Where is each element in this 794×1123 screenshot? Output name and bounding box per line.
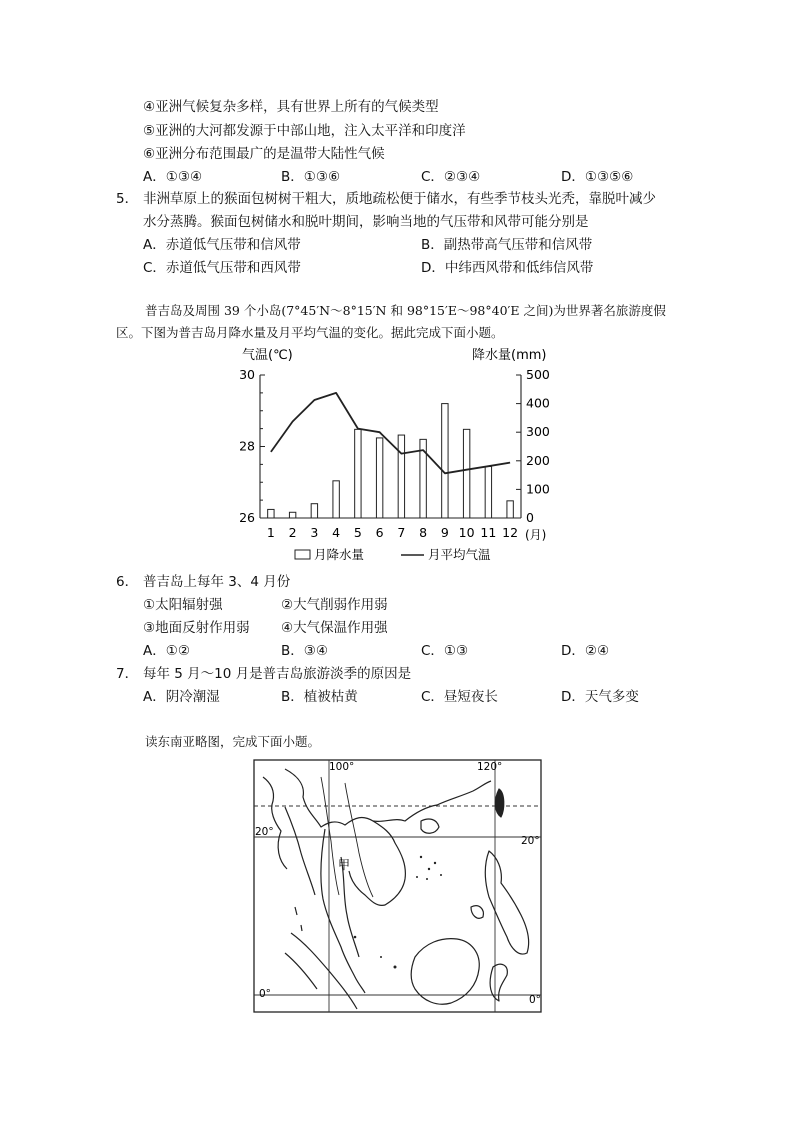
month-tick-label: 4 bbox=[332, 525, 341, 540]
month-unit-label: (月) bbox=[525, 528, 547, 542]
temp-line bbox=[271, 393, 510, 473]
month-tick-label: 7 bbox=[397, 525, 406, 540]
lon-100-label: 100° bbox=[329, 761, 355, 773]
q5-stem-line1: 非洲草原上的猴面包树树干粗大，质地疏松便于储水，有些季节枝头光秃，靠脱叶减少 bbox=[143, 191, 656, 207]
right-tick-label: 0 bbox=[526, 510, 534, 525]
southeast-asia-map bbox=[245, 757, 550, 1015]
right-tick-label: 400 bbox=[526, 395, 550, 411]
q5-option-b: B．副热带高气压带和信风带 bbox=[421, 237, 593, 253]
q5-option-c: C．赤道低气压带和西风带 bbox=[143, 260, 301, 276]
q6-statement-2: ②大气削弱作用弱 bbox=[281, 597, 388, 613]
lat-0-left-label: 0° bbox=[259, 988, 271, 1000]
precip-bar bbox=[442, 404, 448, 518]
month-tick-label: 9 bbox=[440, 525, 449, 540]
q6-statement-1: ①太阳辐射强 bbox=[143, 597, 223, 613]
q6-statement-4: ④大气保温作用强 bbox=[281, 620, 388, 636]
q7-stem: 每年 5 月～10 月是普吉岛旅游淡季的原因是 bbox=[143, 666, 412, 682]
q5-option-a: A．赤道低气压带和信风带 bbox=[143, 237, 301, 253]
legend-bar-swatch bbox=[295, 550, 310, 559]
lat-20-right-label: 20° bbox=[521, 835, 540, 847]
q5-stem-line2: 水分蒸腾。猴面包树储水和脱叶期间，影响当地的气压带和风带可能分别是 bbox=[143, 214, 589, 230]
passage1-line2: 区。下图为普吉岛月降水量及月平均气温的变化。据此完成下面小题。 bbox=[116, 325, 504, 340]
right-tick-label: 100 bbox=[526, 481, 550, 497]
q4-option-c: C．②③④ bbox=[421, 169, 481, 185]
chart-ticks bbox=[239, 367, 550, 540]
right-tick-label: 300 bbox=[526, 424, 550, 440]
precip-bar bbox=[289, 512, 295, 518]
passage1-line1: 普吉岛及周围 39 个小岛(7°45′N～8°15′N 和 98°15′E～98°40′E 之间)为世界著名旅游度假 bbox=[145, 303, 666, 318]
q7-option-d: D．天气多变 bbox=[561, 689, 639, 705]
left-tick-label: 28 bbox=[239, 438, 255, 454]
precip-bar bbox=[355, 429, 361, 518]
q4-statement-4: ④亚洲气候复杂多样，具有世界上所有的气候类型 bbox=[143, 99, 439, 115]
q7-number: 7． bbox=[116, 666, 139, 682]
q4-statement-6: ⑥亚洲分布范围最广的是温带大陆性气候 bbox=[143, 146, 385, 162]
precip-bar bbox=[485, 467, 491, 518]
legend-precip-label: 月降水量 bbox=[314, 547, 365, 562]
month-tick-label: 10 bbox=[458, 525, 475, 540]
precip-bar bbox=[333, 481, 339, 518]
precip-bar bbox=[463, 429, 469, 518]
month-tick-label: 11 bbox=[480, 525, 497, 540]
q6-stem: 普吉岛上每年 3、4 月份 bbox=[143, 574, 291, 590]
right-tick-label: 500 bbox=[526, 367, 550, 382]
q7-option-a: A．阴冷潮湿 bbox=[143, 689, 220, 705]
month-tick-label: 12 bbox=[502, 525, 519, 540]
q5-option-d: D．中纬西风带和低纬信风带 bbox=[421, 260, 594, 276]
precip-bars bbox=[268, 404, 514, 518]
lat-0-right-label: 0° bbox=[529, 994, 541, 1006]
month-tick-label: 2 bbox=[288, 525, 297, 540]
month-tick-label: 1 bbox=[266, 525, 275, 540]
lon-120-label: 120° bbox=[477, 761, 503, 773]
q6-option-a: A．①② bbox=[143, 643, 190, 659]
precip-axis-label: 降水量(mm) bbox=[472, 348, 547, 363]
left-tick-label: 30 bbox=[239, 367, 255, 382]
left-tick-label: 26 bbox=[239, 510, 255, 525]
climate-chart bbox=[230, 343, 560, 575]
precip-bar bbox=[507, 501, 513, 518]
q4-option-d: D．①③⑤⑥ bbox=[561, 169, 634, 185]
month-tick-label: 6 bbox=[375, 525, 384, 540]
precip-bar bbox=[311, 504, 317, 518]
region-jia-label: 甲 bbox=[338, 858, 351, 872]
q6-statement-3: ③地面反射作用弱 bbox=[143, 620, 250, 636]
precip-bar bbox=[398, 435, 404, 518]
right-tick-label: 200 bbox=[526, 452, 550, 468]
q6-number: 6． bbox=[116, 574, 139, 590]
q5-number: 5． bbox=[116, 191, 139, 207]
temp-polyline bbox=[271, 393, 510, 473]
q6-option-b: B．③④ bbox=[281, 643, 328, 659]
month-tick-label: 8 bbox=[419, 525, 428, 540]
q4-statement-5: ⑤亚洲的大河都发源于中部山地，注入太平洋和印度洋 bbox=[143, 123, 466, 139]
month-tick-label: 5 bbox=[353, 525, 362, 540]
legend-temp-label: 月平均气温 bbox=[428, 547, 491, 562]
month-tick-label: 3 bbox=[310, 525, 319, 540]
lat-20-left-label: 20° bbox=[255, 826, 274, 838]
passage2-line1: 读东南亚略图，完成下面小题。 bbox=[145, 734, 321, 749]
temp-axis-label: 气温(℃) bbox=[242, 348, 293, 363]
q4-option-a: A．①③④ bbox=[143, 169, 203, 185]
q7-option-b: B．植被枯黄 bbox=[281, 689, 358, 705]
q7-option-c: C．昼短夜长 bbox=[421, 689, 498, 705]
chart-axes bbox=[260, 375, 521, 518]
q6-option-d: D．②④ bbox=[561, 643, 610, 659]
q4-option-b: B．①③⑥ bbox=[281, 169, 341, 185]
precip-bar bbox=[268, 509, 274, 518]
precip-bar bbox=[376, 438, 382, 518]
q6-option-c: C．①③ bbox=[421, 643, 469, 659]
